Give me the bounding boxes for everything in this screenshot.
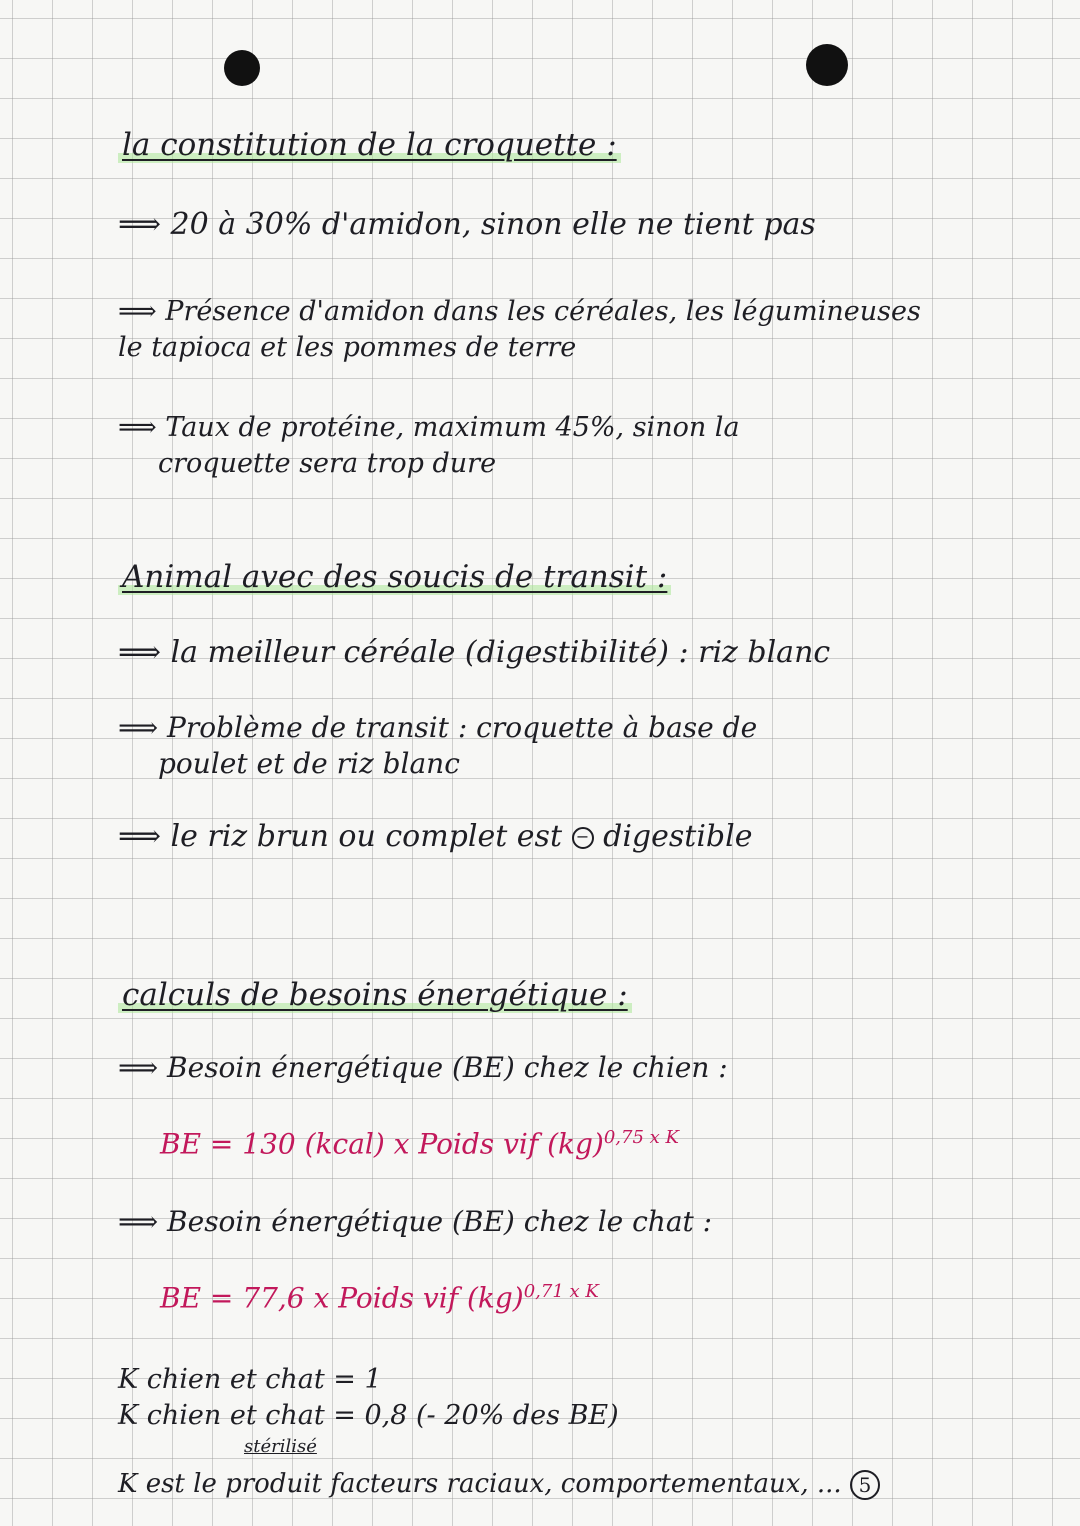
note-line: ⟹ le riz brun ou complet est − digestible bbox=[118, 819, 753, 854]
cat-energy-formula: BE = 77,6 x Poids vif (kg)$^{0,71 x K}$ bbox=[160, 1281, 599, 1315]
binder-hole-left bbox=[224, 50, 260, 86]
note-line: ⟹ Taux de protéine, maximum 45%, sinon la bbox=[118, 412, 740, 443]
note-line: poulet et de riz blanc bbox=[158, 747, 460, 780]
heading-croquette-constitution: la constitution de la croquette : bbox=[118, 128, 621, 164]
k-value-line: K chien et chat = 1 bbox=[118, 1364, 382, 1395]
note-line: croquette sera trop dure bbox=[158, 448, 497, 479]
k-value-line: K chien et chat = 0,8 (- 20% des BE) bbox=[118, 1400, 619, 1431]
heading-transit: Animal avec des soucis de transit : bbox=[118, 560, 671, 596]
note-line: ⟹ la meilleur céréale (digestibilité) : riz blanc bbox=[118, 635, 831, 670]
note-line: le tapioca et les pommes de terre bbox=[118, 332, 577, 363]
page-number: 5 bbox=[850, 1470, 880, 1500]
binder-hole-right bbox=[806, 44, 848, 86]
note-line: ⟹ Problème de transit : croquette à base de bbox=[118, 711, 758, 744]
dog-energy-formula: BE = 130 (kcal) x Poids vif (kg)$^{0,75 x K}$ bbox=[160, 1127, 679, 1161]
minus-circle-symbol: − bbox=[572, 827, 594, 849]
heading-energy-needs: calculs de besoins énergétique : bbox=[118, 978, 632, 1014]
note-line: ⟹ 20 à 30% d'amidon, sinon elle ne tient pas bbox=[118, 207, 816, 242]
note-line: ⟹ Présence d'amidon dans les céréales, les légumineuses bbox=[118, 296, 921, 327]
k-note-sterilise: stérilisé bbox=[244, 1436, 317, 1457]
cat-energy-title: ⟹ Besoin énergétique (BE) chez le chat : bbox=[118, 1205, 713, 1238]
dog-energy-title: ⟹ Besoin énergétique (BE) chez le chien : bbox=[118, 1051, 728, 1084]
k-definition: K est le produit facteurs raciaux, comportementaux, ... 5 bbox=[118, 1470, 880, 1500]
